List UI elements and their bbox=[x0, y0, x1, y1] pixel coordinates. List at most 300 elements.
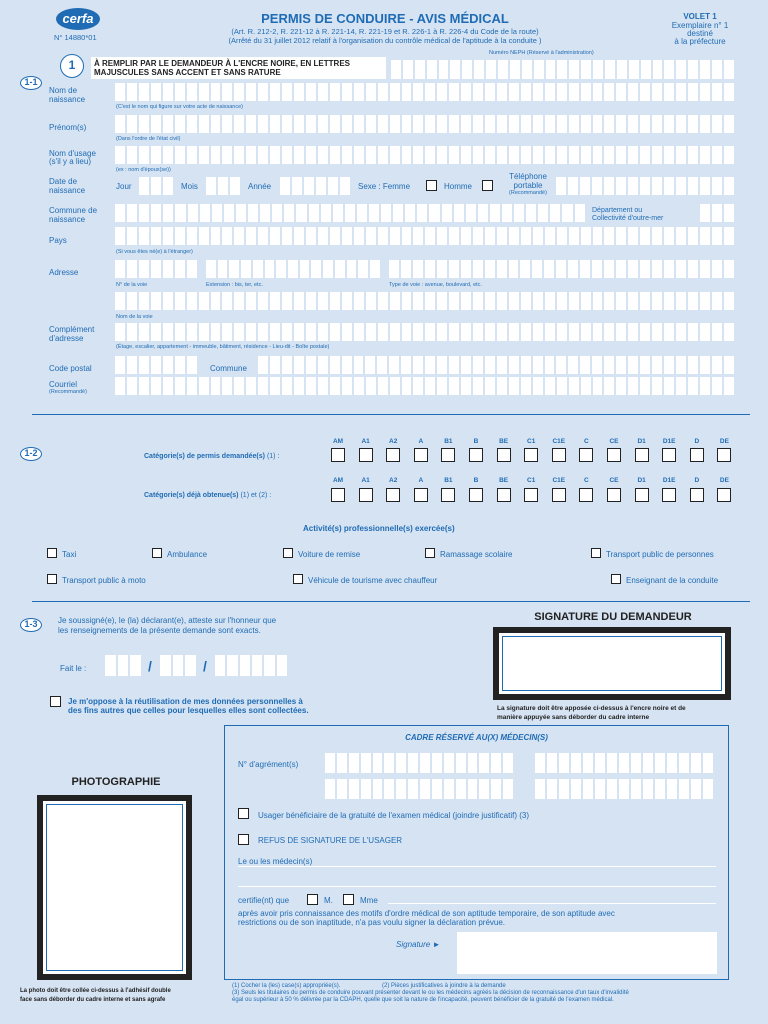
cell[interactable] bbox=[427, 60, 439, 79]
cell[interactable] bbox=[354, 146, 366, 164]
cell[interactable] bbox=[437, 260, 449, 278]
cell[interactable] bbox=[652, 177, 664, 195]
cell[interactable] bbox=[676, 323, 688, 341]
cell[interactable] bbox=[700, 204, 712, 222]
cell[interactable] bbox=[240, 655, 252, 676]
cell[interactable] bbox=[533, 292, 545, 310]
cell[interactable] bbox=[306, 146, 318, 164]
cat-demandee-checkbox-d1e[interactable] bbox=[662, 448, 676, 462]
cell[interactable] bbox=[115, 83, 127, 101]
cell[interactable] bbox=[497, 356, 509, 374]
cell[interactable] bbox=[473, 260, 485, 278]
cell[interactable] bbox=[462, 60, 474, 79]
cell[interactable] bbox=[712, 292, 724, 310]
cell[interactable] bbox=[547, 779, 559, 799]
cell[interactable] bbox=[580, 177, 592, 195]
cell[interactable] bbox=[318, 356, 330, 374]
cell[interactable] bbox=[535, 753, 547, 773]
cell[interactable] bbox=[640, 260, 652, 278]
cell[interactable] bbox=[616, 227, 628, 245]
cell[interactable] bbox=[607, 779, 619, 799]
cell[interactable] bbox=[258, 83, 270, 101]
cell[interactable] bbox=[222, 83, 234, 101]
cell[interactable] bbox=[545, 323, 557, 341]
cat-obtenue-checkbox-c[interactable] bbox=[579, 488, 593, 502]
cell[interactable] bbox=[679, 779, 691, 799]
femme-checkbox[interactable] bbox=[426, 180, 437, 191]
cell[interactable] bbox=[173, 655, 186, 676]
cell[interactable] bbox=[294, 292, 306, 310]
cell[interactable] bbox=[652, 115, 664, 133]
cell[interactable] bbox=[628, 356, 640, 374]
cell[interactable] bbox=[724, 377, 736, 395]
cell[interactable] bbox=[473, 115, 485, 133]
cell[interactable] bbox=[676, 227, 688, 245]
cell[interactable] bbox=[402, 323, 414, 341]
cell[interactable] bbox=[712, 83, 724, 101]
cell[interactable] bbox=[616, 377, 628, 395]
cell[interactable] bbox=[246, 115, 258, 133]
cell[interactable] bbox=[163, 323, 175, 341]
cell[interactable] bbox=[616, 83, 628, 101]
commune-naissance-field[interactable] bbox=[115, 204, 587, 222]
cell[interactable] bbox=[294, 146, 306, 164]
cell[interactable] bbox=[330, 115, 342, 133]
cell[interactable] bbox=[391, 60, 403, 79]
cell[interactable] bbox=[581, 146, 593, 164]
cell[interactable] bbox=[533, 83, 545, 101]
cell[interactable] bbox=[712, 60, 724, 79]
activite-checkbox-2[interactable] bbox=[283, 548, 293, 558]
cell[interactable] bbox=[454, 204, 466, 222]
cell[interactable] bbox=[373, 753, 385, 773]
cell[interactable] bbox=[664, 177, 676, 195]
certifie-line[interactable] bbox=[388, 903, 716, 904]
cell[interactable] bbox=[593, 83, 605, 101]
cat-obtenue-checkbox-b1[interactable] bbox=[441, 488, 455, 502]
cell[interactable] bbox=[449, 356, 461, 374]
cat-obtenue-checkbox-d1e[interactable] bbox=[662, 488, 676, 502]
cell[interactable] bbox=[557, 60, 569, 79]
cell[interactable] bbox=[378, 227, 390, 245]
cell[interactable] bbox=[330, 227, 342, 245]
cell[interactable] bbox=[342, 356, 354, 374]
cell[interactable] bbox=[652, 356, 664, 374]
cell[interactable] bbox=[724, 83, 736, 101]
cell[interactable] bbox=[282, 146, 294, 164]
cell[interactable] bbox=[366, 377, 378, 395]
cell[interactable] bbox=[533, 377, 545, 395]
cell[interactable] bbox=[151, 377, 163, 395]
cell[interactable] bbox=[509, 115, 521, 133]
cell[interactable] bbox=[294, 323, 306, 341]
cell[interactable] bbox=[593, 227, 605, 245]
cell[interactable] bbox=[569, 377, 581, 395]
cell[interactable] bbox=[163, 83, 175, 101]
cell[interactable] bbox=[439, 60, 451, 79]
activite-checkbox-4[interactable] bbox=[591, 548, 601, 558]
cell[interactable] bbox=[688, 227, 700, 245]
cell[interactable] bbox=[127, 323, 139, 341]
cell[interactable] bbox=[616, 356, 628, 374]
cell[interactable] bbox=[425, 292, 437, 310]
cell[interactable] bbox=[270, 377, 282, 395]
cell[interactable] bbox=[456, 753, 468, 773]
cell[interactable] bbox=[691, 779, 703, 799]
cell[interactable] bbox=[628, 323, 640, 341]
cell[interactable] bbox=[568, 177, 580, 195]
cell[interactable] bbox=[664, 146, 676, 164]
fait-le-mois[interactable] bbox=[160, 655, 198, 676]
cell[interactable] bbox=[199, 83, 211, 101]
cat-obtenue-checkbox-a1[interactable] bbox=[359, 488, 373, 502]
cell[interactable] bbox=[437, 146, 449, 164]
cat-demandee-checkbox-a1[interactable] bbox=[359, 448, 373, 462]
cell[interactable] bbox=[545, 377, 557, 395]
cell[interactable] bbox=[405, 204, 417, 222]
cell[interactable] bbox=[616, 260, 628, 278]
cell[interactable] bbox=[593, 377, 605, 395]
agrement-field-2b[interactable] bbox=[535, 779, 715, 799]
cell[interactable] bbox=[294, 377, 306, 395]
cell[interactable] bbox=[581, 227, 593, 245]
cell[interactable] bbox=[306, 115, 318, 133]
cell[interactable] bbox=[581, 377, 593, 395]
cat-obtenue-checkbox-c1e[interactable] bbox=[552, 488, 566, 502]
cell[interactable] bbox=[712, 177, 724, 195]
cell[interactable] bbox=[127, 356, 139, 374]
cat-demandee-checkbox-a2[interactable] bbox=[386, 448, 400, 462]
cell[interactable] bbox=[485, 292, 497, 310]
cell[interactable] bbox=[593, 146, 605, 164]
cell[interactable] bbox=[115, 146, 127, 164]
cell[interactable] bbox=[401, 260, 413, 278]
cell[interactable] bbox=[432, 753, 444, 773]
cell[interactable] bbox=[222, 115, 234, 133]
cell[interactable] bbox=[604, 323, 616, 341]
cell[interactable] bbox=[212, 204, 224, 222]
cell[interactable] bbox=[378, 115, 390, 133]
cell[interactable] bbox=[593, 115, 605, 133]
cell[interactable] bbox=[318, 115, 330, 133]
cell[interactable] bbox=[390, 377, 402, 395]
cell[interactable] bbox=[604, 356, 616, 374]
activite-checkbox-1[interactable] bbox=[152, 548, 162, 558]
oppose-checkbox[interactable] bbox=[50, 696, 61, 707]
neph-field[interactable] bbox=[391, 60, 736, 79]
cell[interactable] bbox=[703, 753, 715, 773]
cell[interactable] bbox=[425, 227, 437, 245]
cell[interactable] bbox=[569, 115, 581, 133]
cell[interactable] bbox=[461, 83, 473, 101]
cell[interactable] bbox=[354, 377, 366, 395]
cell[interactable] bbox=[520, 260, 532, 278]
cell[interactable] bbox=[328, 177, 340, 195]
cell[interactable] bbox=[199, 227, 211, 245]
cell[interactable] bbox=[724, 323, 736, 341]
cell[interactable] bbox=[258, 227, 270, 245]
cell[interactable] bbox=[282, 115, 294, 133]
cell[interactable] bbox=[384, 779, 396, 799]
cell[interactable] bbox=[631, 779, 643, 799]
cell[interactable] bbox=[318, 323, 330, 341]
cell[interactable] bbox=[390, 227, 402, 245]
cell[interactable] bbox=[127, 377, 139, 395]
cell[interactable] bbox=[389, 260, 401, 278]
cell[interactable] bbox=[568, 356, 580, 374]
cell[interactable] bbox=[354, 115, 366, 133]
cell[interactable] bbox=[175, 323, 187, 341]
cell[interactable] bbox=[396, 779, 408, 799]
cell[interactable] bbox=[272, 204, 284, 222]
cell[interactable] bbox=[640, 83, 652, 101]
medecins-line-2[interactable] bbox=[238, 886, 716, 887]
cell[interactable] bbox=[389, 356, 401, 374]
cell[interactable] bbox=[199, 377, 211, 395]
cell[interactable] bbox=[246, 323, 258, 341]
cell[interactable] bbox=[724, 115, 736, 133]
cell[interactable] bbox=[604, 260, 616, 278]
cell[interactable] bbox=[676, 83, 688, 101]
cell[interactable] bbox=[187, 260, 199, 278]
cell[interactable] bbox=[420, 779, 432, 799]
cell[interactable] bbox=[437, 323, 449, 341]
cell[interactable] bbox=[342, 323, 354, 341]
cell[interactable] bbox=[700, 323, 712, 341]
cell[interactable] bbox=[688, 356, 700, 374]
cell[interactable] bbox=[485, 356, 497, 374]
cell[interactable] bbox=[366, 146, 378, 164]
cell[interactable] bbox=[229, 260, 241, 278]
cell[interactable] bbox=[282, 377, 294, 395]
cell[interactable] bbox=[211, 292, 223, 310]
cell[interactable] bbox=[449, 146, 461, 164]
cell[interactable] bbox=[340, 177, 352, 195]
cell[interactable] bbox=[712, 377, 724, 395]
cell[interactable] bbox=[211, 146, 223, 164]
cell[interactable] bbox=[545, 115, 557, 133]
cell[interactable] bbox=[700, 60, 712, 79]
cell[interactable] bbox=[581, 292, 593, 310]
cell[interactable] bbox=[115, 260, 127, 278]
cell[interactable] bbox=[583, 779, 595, 799]
cell[interactable] bbox=[354, 356, 366, 374]
cell[interactable] bbox=[497, 292, 509, 310]
refus-checkbox[interactable] bbox=[238, 834, 249, 845]
cell[interactable] bbox=[461, 227, 473, 245]
cell[interactable] bbox=[449, 260, 461, 278]
cell[interactable] bbox=[485, 227, 497, 245]
cell[interactable] bbox=[437, 115, 449, 133]
cell[interactable] bbox=[199, 292, 211, 310]
cell[interactable] bbox=[139, 227, 151, 245]
cell[interactable] bbox=[378, 323, 390, 341]
cell[interactable] bbox=[115, 115, 127, 133]
cell[interactable] bbox=[676, 260, 688, 278]
cell[interactable] bbox=[413, 146, 425, 164]
cell[interactable] bbox=[700, 377, 712, 395]
cell[interactable] bbox=[366, 323, 378, 341]
cell[interactable] bbox=[581, 60, 593, 79]
cell[interactable] bbox=[521, 377, 533, 395]
cell[interactable] bbox=[444, 779, 456, 799]
cat-demandee-checkbox-ce[interactable] bbox=[607, 448, 621, 462]
cell[interactable] bbox=[652, 146, 664, 164]
cell[interactable] bbox=[366, 292, 378, 310]
cell[interactable] bbox=[246, 146, 258, 164]
cell[interactable] bbox=[700, 83, 712, 101]
cell[interactable] bbox=[199, 115, 211, 133]
cell[interactable] bbox=[402, 83, 414, 101]
cell[interactable] bbox=[712, 146, 724, 164]
cell[interactable] bbox=[115, 292, 127, 310]
cell[interactable] bbox=[724, 260, 736, 278]
cell[interactable] bbox=[628, 292, 640, 310]
cell[interactable] bbox=[580, 356, 592, 374]
cell[interactable] bbox=[151, 292, 163, 310]
cell[interactable] bbox=[461, 115, 473, 133]
cell[interactable] bbox=[309, 204, 321, 222]
cell[interactable] bbox=[556, 260, 568, 278]
m-checkbox[interactable] bbox=[307, 894, 318, 905]
cell[interactable] bbox=[562, 204, 574, 222]
cell[interactable] bbox=[330, 146, 342, 164]
cell[interactable] bbox=[724, 177, 736, 195]
cell[interactable] bbox=[390, 83, 402, 101]
cell[interactable] bbox=[294, 356, 306, 374]
cat-demandee-checkbox-d[interactable] bbox=[690, 448, 704, 462]
cell[interactable] bbox=[163, 177, 175, 195]
cell[interactable] bbox=[571, 779, 583, 799]
cell[interactable] bbox=[160, 655, 173, 676]
cell[interactable] bbox=[533, 227, 545, 245]
cell[interactable] bbox=[509, 227, 521, 245]
cell[interactable] bbox=[300, 260, 312, 278]
cell[interactable] bbox=[393, 204, 405, 222]
cell[interactable] bbox=[700, 260, 712, 278]
cell[interactable] bbox=[485, 146, 497, 164]
cat-demandee-checkbox-a[interactable] bbox=[414, 448, 428, 462]
cell[interactable] bbox=[556, 177, 568, 195]
cell[interactable] bbox=[282, 323, 294, 341]
cell[interactable] bbox=[413, 292, 425, 310]
cell[interactable] bbox=[425, 83, 437, 101]
cell[interactable] bbox=[175, 115, 187, 133]
cell[interactable] bbox=[270, 227, 282, 245]
cell[interactable] bbox=[667, 779, 679, 799]
cell[interactable] bbox=[354, 292, 366, 310]
medecins-line[interactable] bbox=[238, 866, 716, 867]
cell[interactable] bbox=[581, 115, 593, 133]
cell[interactable] bbox=[187, 83, 199, 101]
cell[interactable] bbox=[306, 323, 318, 341]
agrement-field-1a[interactable] bbox=[325, 753, 515, 773]
cat-obtenue-checkbox-am[interactable] bbox=[331, 488, 345, 502]
cell[interactable] bbox=[234, 146, 246, 164]
cell[interactable] bbox=[377, 356, 389, 374]
cell[interactable] bbox=[378, 146, 390, 164]
cat-obtenue-checkbox-c1[interactable] bbox=[524, 488, 538, 502]
cell[interactable] bbox=[258, 115, 270, 133]
cell[interactable] bbox=[306, 377, 318, 395]
cell[interactable] bbox=[199, 323, 211, 341]
cell[interactable] bbox=[115, 227, 127, 245]
cell[interactable] bbox=[429, 204, 441, 222]
cell[interactable] bbox=[640, 115, 652, 133]
cell[interactable] bbox=[127, 292, 139, 310]
cell[interactable] bbox=[593, 60, 605, 79]
cell[interactable] bbox=[497, 146, 509, 164]
cell[interactable] bbox=[691, 753, 703, 773]
type-voie-field[interactable] bbox=[389, 260, 736, 278]
cell[interactable] bbox=[724, 356, 736, 374]
cell[interactable] bbox=[342, 292, 354, 310]
activite-checkbox-7[interactable] bbox=[611, 574, 621, 584]
cell[interactable] bbox=[664, 292, 676, 310]
cell[interactable] bbox=[292, 177, 304, 195]
cell[interactable] bbox=[559, 753, 571, 773]
cell[interactable] bbox=[345, 204, 357, 222]
cell[interactable] bbox=[139, 115, 151, 133]
cell[interactable] bbox=[655, 779, 667, 799]
cell[interactable] bbox=[628, 227, 640, 245]
cell[interactable] bbox=[479, 779, 491, 799]
cell[interactable] bbox=[526, 204, 538, 222]
cell[interactable] bbox=[616, 146, 628, 164]
cell[interactable] bbox=[724, 204, 736, 222]
cell[interactable] bbox=[265, 260, 277, 278]
cell[interactable] bbox=[652, 323, 664, 341]
cell[interactable] bbox=[628, 177, 640, 195]
activite-checkbox-5[interactable] bbox=[47, 574, 57, 584]
cell[interactable] bbox=[703, 779, 715, 799]
cell[interactable] bbox=[282, 227, 294, 245]
cell[interactable] bbox=[533, 356, 545, 374]
cell[interactable] bbox=[593, 292, 605, 310]
cell[interactable] bbox=[437, 377, 449, 395]
cell[interactable] bbox=[139, 146, 151, 164]
cell[interactable] bbox=[521, 292, 533, 310]
cell[interactable] bbox=[187, 146, 199, 164]
complement-field[interactable] bbox=[115, 323, 736, 341]
cell[interactable] bbox=[521, 356, 533, 374]
cell[interactable] bbox=[390, 323, 402, 341]
cell[interactable] bbox=[521, 83, 533, 101]
cell[interactable] bbox=[688, 177, 700, 195]
cell[interactable] bbox=[521, 227, 533, 245]
cell[interactable] bbox=[604, 292, 616, 310]
cell[interactable] bbox=[246, 377, 258, 395]
cell[interactable] bbox=[473, 146, 485, 164]
cell[interactable] bbox=[503, 753, 515, 773]
cell[interactable] bbox=[139, 177, 151, 195]
cell[interactable] bbox=[163, 227, 175, 245]
cell[interactable] bbox=[442, 204, 454, 222]
nom-naissance-field[interactable] bbox=[115, 83, 736, 101]
cell[interactable] bbox=[402, 292, 414, 310]
cell[interactable] bbox=[437, 227, 449, 245]
cell[interactable] bbox=[676, 115, 688, 133]
cell[interactable] bbox=[139, 323, 151, 341]
cell[interactable] bbox=[211, 377, 223, 395]
cell[interactable] bbox=[474, 60, 486, 79]
cell[interactable] bbox=[413, 83, 425, 101]
cell[interactable] bbox=[187, 115, 199, 133]
cell[interactable] bbox=[187, 356, 199, 374]
signature-demandeur-frame[interactable] bbox=[493, 627, 731, 700]
cell[interactable] bbox=[402, 227, 414, 245]
cell[interactable] bbox=[676, 356, 688, 374]
